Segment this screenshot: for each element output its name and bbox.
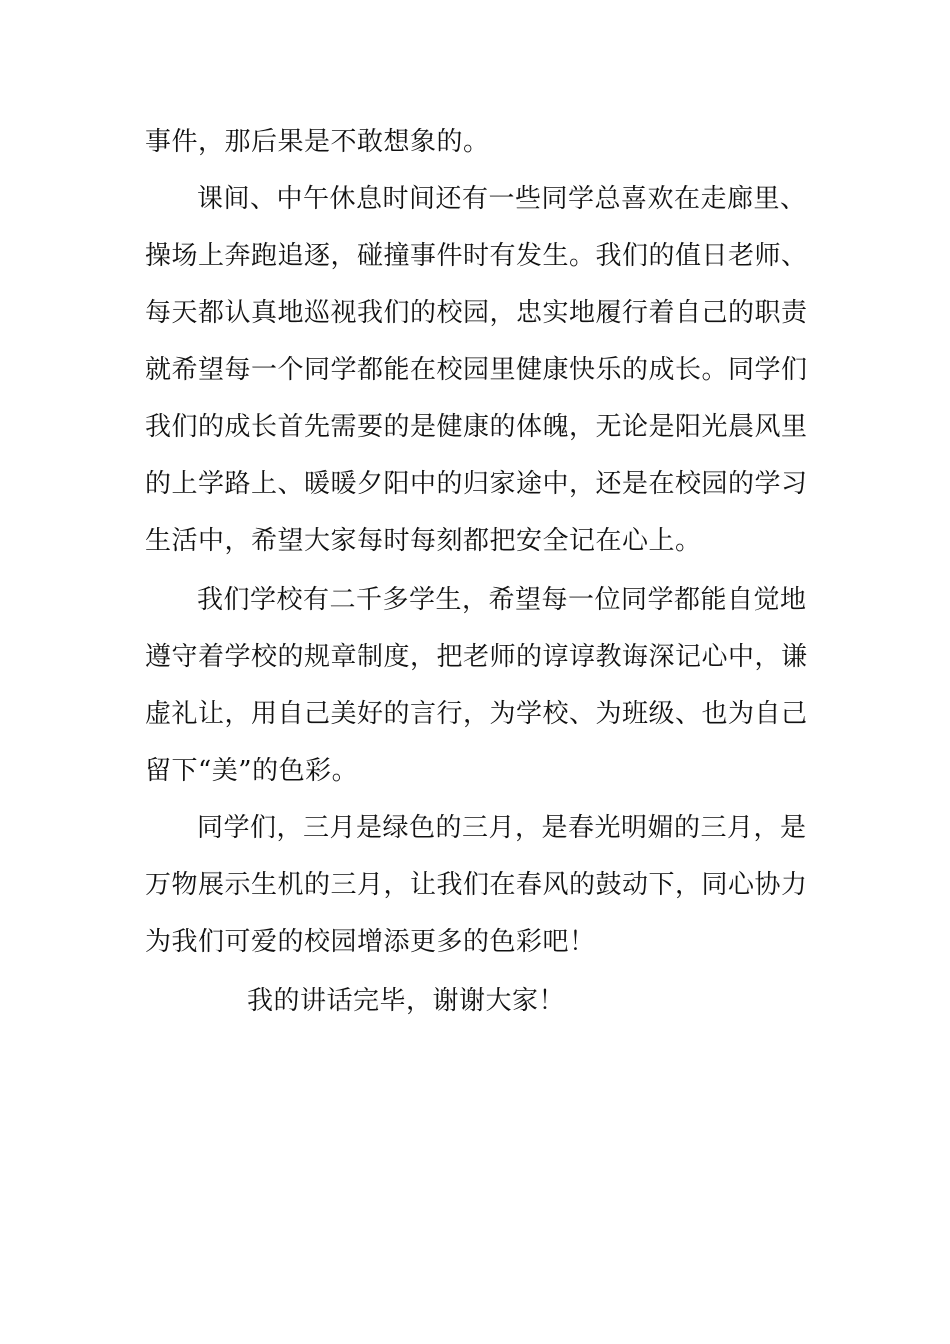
- text-line: 我们的成长首先需要的是健康的体魄，无论是阳光晨风里: [145, 412, 808, 442]
- text-line: 虚礼让，用自己美好的言行，为学校、为班级、也为自己: [145, 699, 808, 729]
- text-line: 为我们可爱的校园增添更多的色彩吧！: [145, 927, 596, 957]
- text-line: 事件，那后果是不敢想象的。: [145, 127, 490, 157]
- text-line: 操场上奔跑追逐，碰撞事件时有发生。我们的值日老师、: [145, 241, 808, 271]
- closing-line: 我的讲话完毕，谢谢大家！: [247, 986, 566, 1016]
- text-line: 生活中，希望大家每时每刻都把安全记在心上。: [145, 526, 702, 556]
- text-line: 遵守着学校的规章制度，把老师的谆谆教诲深记心中，谦: [145, 642, 808, 672]
- text-line: 每天都认真地巡视我们的校园，忠实地履行着自己的职责: [145, 298, 808, 328]
- text-line: 课间、中午休息时间还有一些同学总喜欢在走廊里、: [197, 184, 807, 214]
- text-line: 的上学路上、暖暖夕阳中的归家途中，还是在校园的学习: [145, 469, 808, 499]
- text-line: 同学们，三月是绿色的三月，是春光明媚的三月，是: [197, 813, 807, 843]
- text-line: 万物展示生机的三月，让我们在春风的鼓动下，同心协力: [145, 870, 808, 900]
- text-line: 我们学校有二千多学生，希望每一位同学都能自觉地: [197, 585, 807, 615]
- text-line: 就希望每一个同学都能在校园里健康快乐的成长。同学们: [145, 355, 808, 385]
- text-line: 留下“美”的色彩。: [145, 756, 359, 786]
